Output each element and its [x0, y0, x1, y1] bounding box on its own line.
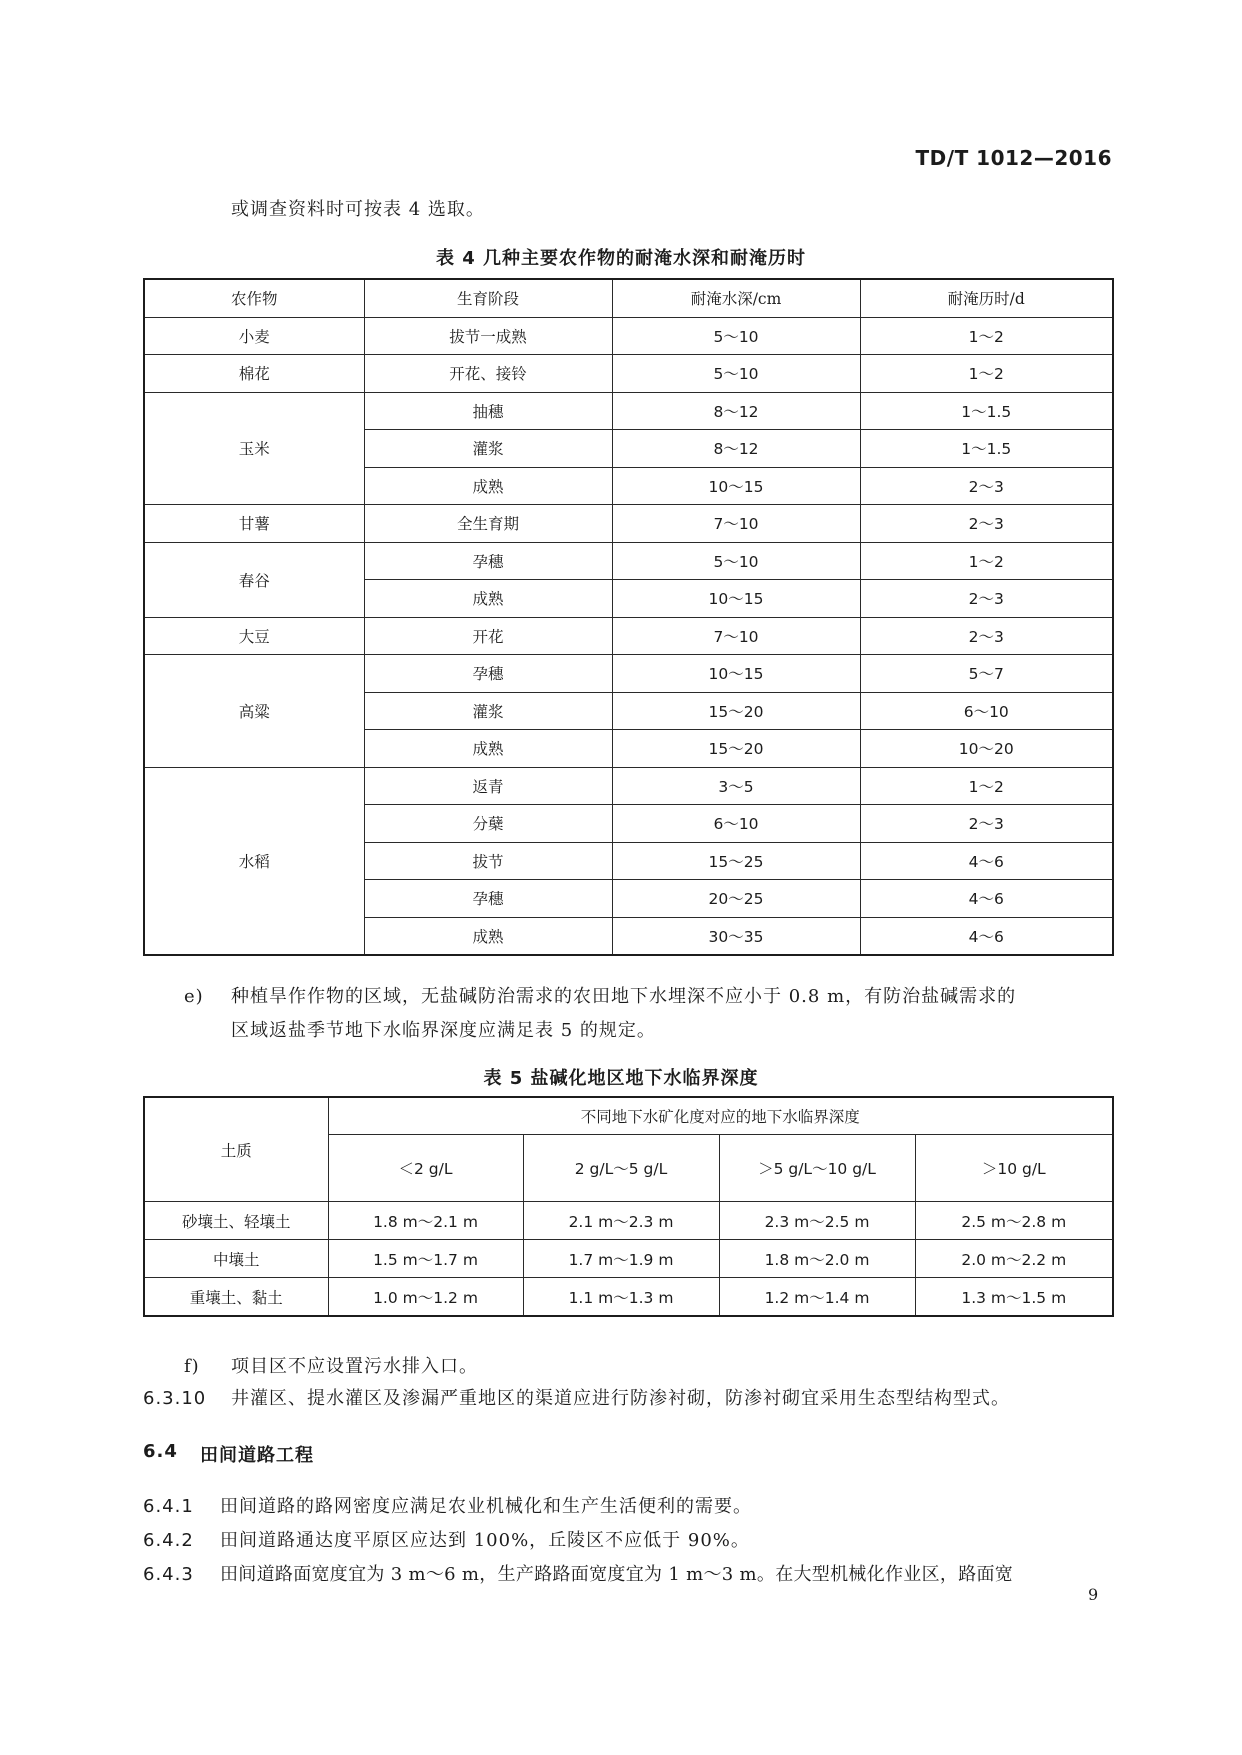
para-e-line2: 区域返盐季节地下水临界深度应满足表 5 的规定。: [231, 1020, 656, 1041]
depth-cell: 5～10: [612, 317, 860, 355]
duration-cell: 6～10: [860, 692, 1113, 730]
duration-cell: 1～2: [860, 355, 1113, 393]
crop-cell: 大豆: [144, 617, 364, 655]
stage-cell: 返青: [364, 767, 612, 805]
table-row: [144, 542, 1113, 580]
depth-range-cell: 1.0 m～1.2 m: [328, 1278, 523, 1317]
table5-sub-header: ＞5 g/L～10 g/L: [719, 1135, 915, 1202]
clause-6-3-10-text: 井灌区、提水灌区及渗漏严重地区的渠道应进行防渗衬砌，防渗衬砌宜采用生态型结构型式。: [231, 1388, 1010, 1409]
table4-caption: 表 4 几种主要农作物的耐淹水深和耐淹历时: [435, 248, 807, 269]
table-row: [144, 355, 1113, 393]
depth-cell: 10～15: [612, 655, 860, 693]
table-row: [144, 617, 1113, 655]
depth-cell: 30～35: [612, 917, 860, 955]
table-row: [144, 1202, 1113, 1240]
table5-group-header-row: [144, 1097, 1113, 1135]
table5-group-header: 不同地下水矿化度对应的地下水临界深度: [328, 1097, 1113, 1135]
depth-cell: 3～5: [612, 767, 860, 805]
duration-cell: 1～1.5: [860, 430, 1113, 468]
duration-cell: 2～3: [860, 805, 1113, 843]
table-row: [144, 505, 1113, 543]
clause-6-4-2-number: 6.4.2: [143, 1530, 194, 1551]
intro-line: 或调查资料时可按表 4 选取。: [231, 199, 485, 220]
page-number: 9: [1088, 1585, 1099, 1604]
clause-6-4-3-number: 6.4.3: [143, 1564, 194, 1585]
para-f-marker: f): [184, 1356, 200, 1377]
table4-header-cell: 耐淹历时/d: [860, 279, 1113, 317]
depth-cell: 8～12: [612, 430, 860, 468]
depth-range-cell: 2.0 m～2.2 m: [915, 1240, 1113, 1278]
duration-cell: 4～6: [860, 842, 1113, 880]
depth-cell: 7～10: [612, 617, 860, 655]
crop-cell: 小麦: [144, 317, 364, 355]
stage-cell: 全生育期: [364, 505, 612, 543]
crop-cell: 玉米: [144, 392, 364, 505]
duration-cell: 1～1.5: [860, 392, 1113, 430]
soil-cell: 砂壤土、轻壤土: [144, 1202, 328, 1240]
stage-cell: 成熟: [364, 467, 612, 505]
depth-cell: 15～20: [612, 730, 860, 768]
table4-header-cell: 农作物: [144, 279, 364, 317]
depth-range-cell: 1.8 m～2.1 m: [328, 1202, 523, 1240]
stage-cell: 成熟: [364, 917, 612, 955]
stage-cell: 分蘖: [364, 805, 612, 843]
duration-cell: 5～7: [860, 655, 1113, 693]
table5-soil-header: 土质: [144, 1097, 328, 1202]
duration-cell: 1～2: [860, 542, 1113, 580]
stage-cell: 拔节一成熟: [364, 317, 612, 355]
section-6-4-title: 田间道路工程: [200, 1445, 314, 1466]
depth-range-cell: 1.5 m～1.7 m: [328, 1240, 523, 1278]
depth-range-cell: 2.1 m～2.3 m: [523, 1202, 719, 1240]
depth-range-cell: 2.5 m～2.8 m: [915, 1202, 1113, 1240]
para-e-line1: 种植旱作作物的区域，无盐碱防治需求的农田地下水埋深不应小于 0.8 m，有防治盐碱需求的: [231, 986, 1017, 1007]
duration-cell: 2～3: [860, 505, 1113, 543]
depth-cell: 15～25: [612, 842, 860, 880]
table-row: [144, 767, 1113, 805]
clause-6-4-1-text: 田间道路的路网密度应满足农业机械化和生产生活便利的需要。: [220, 1496, 752, 1517]
soil-cell: 中壤土: [144, 1240, 328, 1278]
stage-cell: 开花: [364, 617, 612, 655]
stage-cell: 成熟: [364, 730, 612, 768]
depth-range-cell: 1.2 m～1.4 m: [719, 1278, 915, 1317]
duration-cell: 10～20: [860, 730, 1113, 768]
depth-range-cell: 1.3 m～1.5 m: [915, 1278, 1113, 1317]
duration-cell: 2～3: [860, 617, 1113, 655]
table4-header-cell: 耐淹水深/cm: [612, 279, 860, 317]
depth-cell: 6～10: [612, 805, 860, 843]
duration-cell: 2～3: [860, 467, 1113, 505]
clause-6-3-10-number: 6.3.10: [143, 1388, 207, 1409]
depth-cell: 10～15: [612, 467, 860, 505]
duration-cell: 1～2: [860, 767, 1113, 805]
depth-cell: 5～10: [612, 542, 860, 580]
depth-range-cell: 2.3 m～2.5 m: [719, 1202, 915, 1240]
depth-range-cell: 1.7 m～1.9 m: [523, 1240, 719, 1278]
stage-cell: 灌浆: [364, 430, 612, 468]
clause-6-4-3-text: 田间道路面宽度宜为 3 m～6 m，生产路路面宽度宜为 1 m～3 m。在大型机械化作业区，路面宽: [220, 1564, 1014, 1585]
stage-cell: 抽穗: [364, 392, 612, 430]
duration-cell: 1～2: [860, 317, 1113, 355]
depth-cell: 7～10: [612, 505, 860, 543]
depth-range-cell: 1.1 m～1.3 m: [523, 1278, 719, 1317]
crop-cell: 水稻: [144, 767, 364, 955]
section-6-4-number: 6.4: [143, 1441, 178, 1462]
duration-cell: 2～3: [860, 580, 1113, 618]
table4-header-row: [144, 279, 1113, 317]
table5-caption: 表 5 盐碱化地区地下水临界深度: [483, 1068, 759, 1089]
table-row: [144, 392, 1113, 430]
stage-cell: 孕穗: [364, 542, 612, 580]
table-row: [144, 1278, 1113, 1317]
duration-cell: 4～6: [860, 917, 1113, 955]
table-row: [144, 1240, 1113, 1278]
para-f-text: 项目区不应设置污水排入口。: [231, 1356, 478, 1377]
stage-cell: 拔节: [364, 842, 612, 880]
para-e-marker: e): [184, 986, 204, 1007]
table5: [143, 1096, 1114, 1317]
depth-cell: 20～25: [612, 880, 860, 918]
crop-cell: 甘薯: [144, 505, 364, 543]
document-id: TD/T 1012—2016: [915, 146, 1112, 170]
table5-sub-header: ＜2 g/L: [328, 1135, 523, 1202]
duration-cell: 4～6: [860, 880, 1113, 918]
table4: [143, 278, 1114, 956]
depth-cell: 5～10: [612, 355, 860, 393]
clause-6-4-1-number: 6.4.1: [143, 1496, 194, 1517]
crop-cell: 棉花: [144, 355, 364, 393]
depth-cell: 8～12: [612, 392, 860, 430]
table4-header-cell: 生育阶段: [364, 279, 612, 317]
crop-cell: 高粱: [144, 655, 364, 768]
stage-cell: 成熟: [364, 580, 612, 618]
stage-cell: 开花、接铃: [364, 355, 612, 393]
table-row: [144, 655, 1113, 693]
depth-cell: 15～20: [612, 692, 860, 730]
clause-6-4-2-text: 田间道路通达度平原区应达到 100%，丘陵区不应低于 90%。: [220, 1530, 750, 1551]
stage-cell: 灌浆: [364, 692, 612, 730]
stage-cell: 孕穗: [364, 655, 612, 693]
table-row: [144, 317, 1113, 355]
stage-cell: 孕穗: [364, 880, 612, 918]
table5-sub-header: 2 g/L～5 g/L: [523, 1135, 719, 1202]
depth-range-cell: 1.8 m～2.0 m: [719, 1240, 915, 1278]
soil-cell: 重壤土、黏土: [144, 1278, 328, 1317]
table5-sub-header: ＞10 g/L: [915, 1135, 1113, 1202]
crop-cell: 春谷: [144, 542, 364, 617]
depth-cell: 10～15: [612, 580, 860, 618]
